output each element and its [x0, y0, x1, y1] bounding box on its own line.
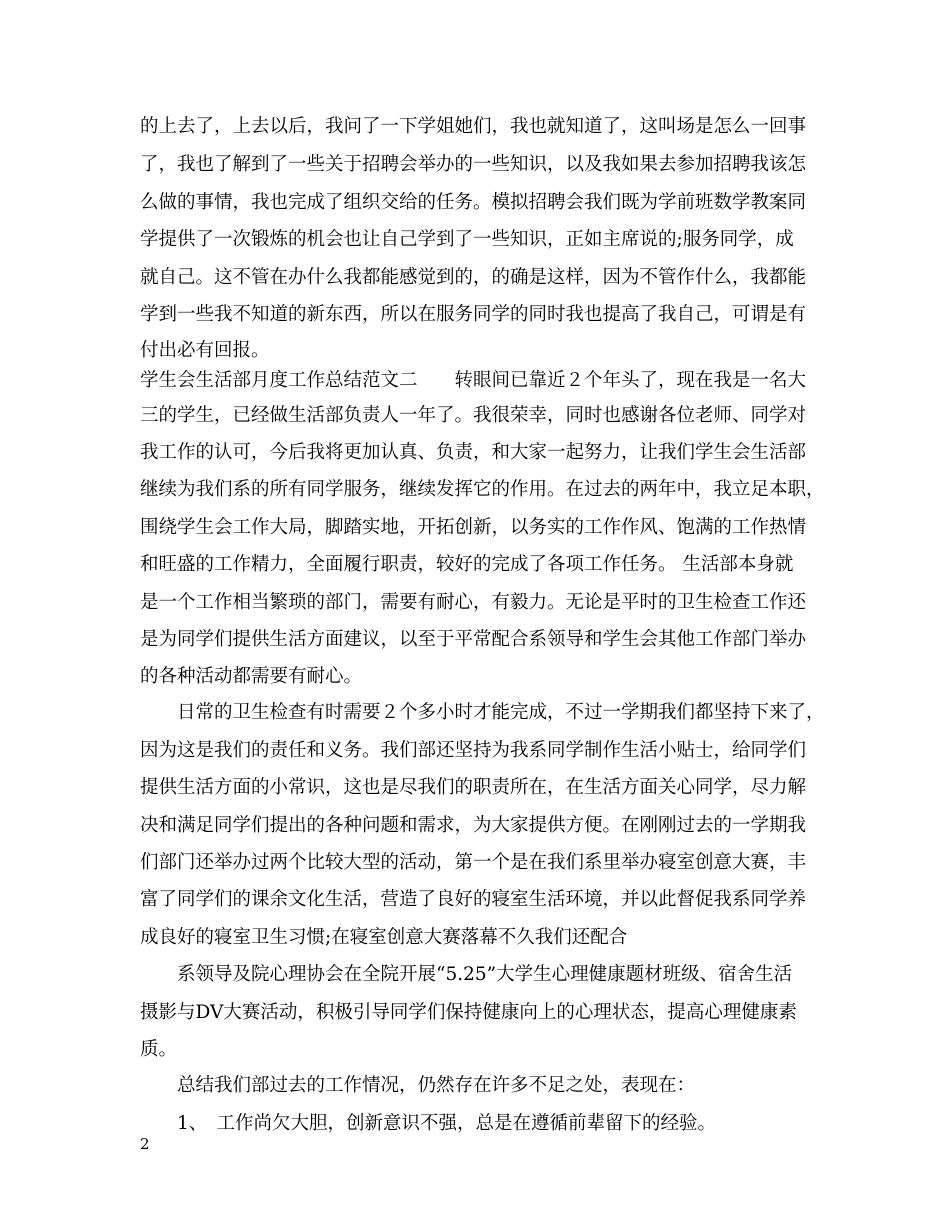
text-line: 围绕学生会工作大局，脚踏实地，开拓创新，以务实的工作作风、饱满的工作热情: [140, 517, 807, 538]
text-line: 们部门还举办过两个比较大型的活动，第一个是在我们系里举办寝室创意大赛，丰: [140, 852, 807, 873]
text-line: 我工作的认可，今后我将更加认真、负责，和大家一起努力，让我们学生会生活部: [140, 442, 807, 463]
text-line: 富了同学们的课余文化生活，营造了良好的寝室生活环境，并以此督促我系同学养: [140, 889, 807, 910]
text-line: 学提供了一次锻炼的机会也让自己学到了一些知识，正如主席说的;服务同学，成: [140, 229, 794, 250]
text-line: 摄影与DV大赛活动，积极引导同学们保持健康向上的心理状态，提高心理健康素: [140, 1002, 797, 1023]
text-line: 么做的事情，我也完成了组织交给的任务。模拟招聘会我们既为学前班数学教案同: [140, 192, 807, 213]
text-line: 就自己。这不管在办什么我都能感觉到的，的确是这样，因为不管作什么，我都能: [140, 267, 807, 288]
page-number: 2: [140, 1135, 150, 1153]
text-line: 因为这是我们的责任和义务。我们部还坚持为我系同学制作生活小贴士，给同学们: [140, 740, 807, 761]
text-line: 的上去了，上去以后，我问了一下学姐她们，我也就知道了，这叫场是怎么一回事: [140, 116, 807, 137]
text-line: 三的学生，已经做生活部负责人一年了。我很荣幸，同时也感谢各位老师、同学对: [140, 405, 807, 426]
text-line: 继续为我们系的所有同学服务，继续发挥它的作用。在过去的两年中，我立足本职，: [140, 479, 825, 500]
list-item-line: 1、 工作尚欠大胆，创新意识不强，总是在遵循前辈留下的经验。: [177, 1113, 717, 1134]
paragraph-first-line: 总结我们部过去的工作情况，仍然存在许多不足之处，表现在：: [177, 1075, 696, 1096]
text-line: 付出必有回报。: [140, 340, 270, 361]
text-line: 提供生活方面的小常识，这也是尽我们的职责所在，在生活方面关心同学，尽力解: [140, 777, 807, 798]
text-line: 决和满足同学们提出的各种问题和需求，为大家提供方便。在刚刚过去的一学期我: [140, 815, 807, 836]
paragraph-first-line: 系领导及院心理协会在全院开展“5.25”大学生心理健康题材班级、宿舍生活: [177, 964, 793, 985]
text-line: 成良好的寝室卫生习惯;在寝室创意大赛落幕不久我们还配合: [140, 927, 628, 948]
text-line: 了，我也了解到了一些关于招聘会举办的一些知识，以及我如果去参加招聘我该怎: [140, 154, 807, 175]
text-line: 学到一些我不知道的新东西，所以在服务同学的同时我也提高了我自己，可谓是有: [140, 304, 807, 325]
text-line: 质。: [140, 1039, 178, 1060]
paragraph-first-line: 日常的卫生检查有时需要２个多小时才能完成，不过一学期我们都坚持下来了，: [177, 702, 825, 723]
text-line: 是为同学们提供生活方面建议，以至于平常配合系领导和学生会其他工作部门举办: [140, 629, 807, 650]
text-line: 和旺盛的工作精力，全面履行职责，较好的完成了各项工作任务。 生活部本身就: [140, 554, 794, 575]
text-line: 是一个工作相当繁琐的部门，需要有耐心，有毅力。无论是平时的卫生检查工作还: [140, 592, 807, 613]
text-line: 的各种活动都需要有耐心。: [140, 666, 363, 687]
section-heading-line: 学生会生活部月度工作总结范文二 转眼间已靠近２个年头了，现在我是一名大: [140, 370, 807, 391]
